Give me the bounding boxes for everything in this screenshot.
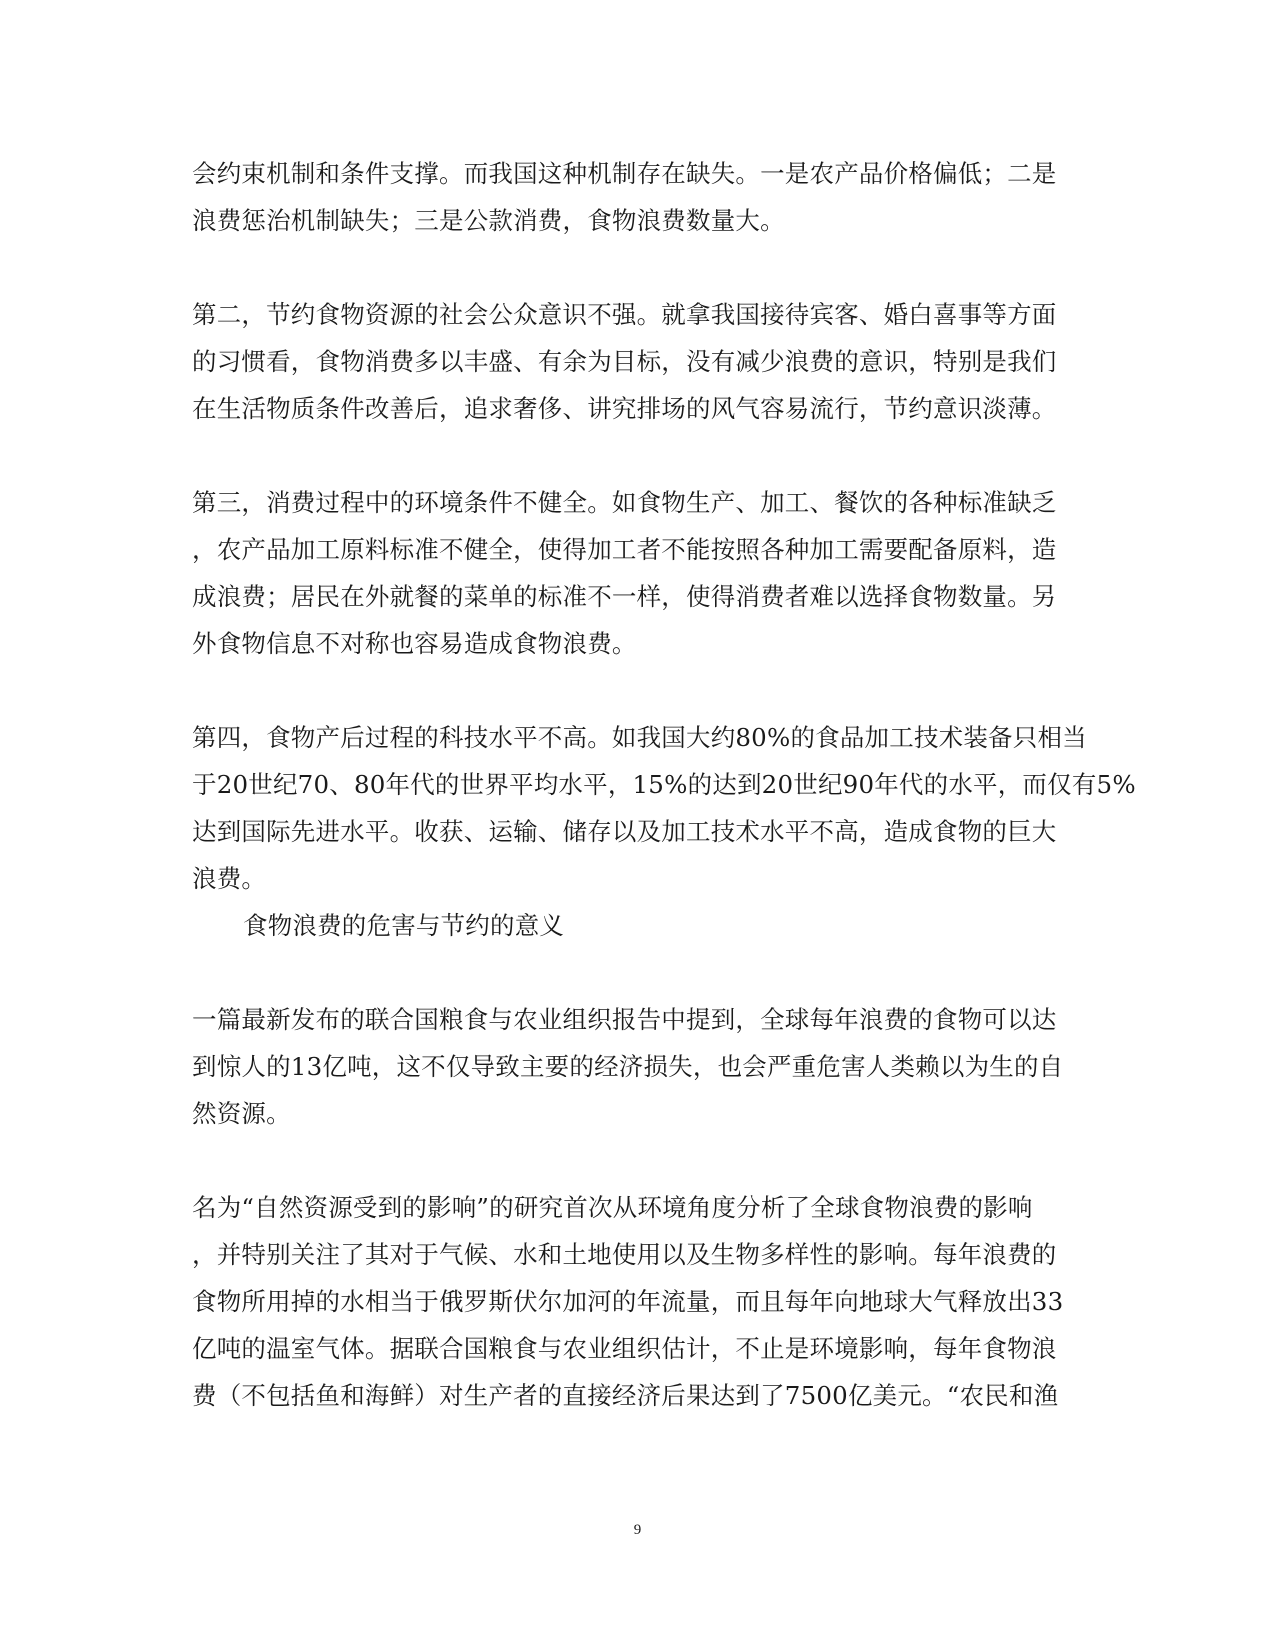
paragraph-3-line-2: ，农产品加工原料标准不健全，使得加工者不能按照各种加工需要配备原料，造 xyxy=(192,535,1057,564)
paragraph-3-line-3: 成浪费；居民在外就餐的菜单的标准不一样，使得消费者难以选择食物数量。另 xyxy=(192,582,1057,611)
paragraph-4-line-1: 第四，食物产后过程的科技水平不高。如我国大约80%的食品加工技术装备只相当 xyxy=(192,723,1087,752)
paragraph-2-line-3: 在生活物质条件改善后，追求奢侈、讲究排场的风气容易流行，节约意识淡薄。 xyxy=(192,394,1057,423)
paragraph-2-line-2: 的习惯看，食物消费多以丰盛、有余为目标，没有减少浪费的意识，特别是我们 xyxy=(192,347,1057,376)
paragraph-5-line-2: 到惊人的13亿吨，这不仅导致主要的经济损失，也会严重危害人类赖以为生的自 xyxy=(192,1052,1064,1081)
section-heading: 食物浪费的危害与节约的意义 xyxy=(243,911,565,940)
paragraph-6-line-1: 名为“自然资源受到的影响”的研究首次从环境角度分析了全球食物浪费的影响 xyxy=(192,1193,1033,1222)
paragraph-4-line-3: 达到国际先进水平。收获、运输、储存以及加工技术水平不高，造成食物的巨大 xyxy=(192,817,1057,846)
paragraph-5-line-1: 一篇最新发布的联合国粮食与农业组织报告中提到，全球每年浪费的食物可以达 xyxy=(192,1005,1057,1034)
paragraph-4-line-2: 于20世纪70、80年代的世界平均水平，15%的达到20世纪90年代的水平，而仅有5% xyxy=(192,770,1136,799)
paragraph-1-line-1: 会约束机制和条件支撑。而我国这种机制存在缺失。一是农产品价格偏低；二是 xyxy=(192,159,1057,188)
page-number: 9 xyxy=(633,1522,642,1538)
paragraph-5-line-3: 然资源。 xyxy=(192,1099,291,1128)
paragraph-6-line-5: 费（不包括鱼和海鲜）对生产者的直接经济后果达到了7500亿美元。“农民和渔 xyxy=(192,1381,1059,1410)
paragraph-1-line-2: 浪费惩治机制缺失；三是公款消费，食物浪费数量大。 xyxy=(192,206,785,235)
paragraph-6-line-4: 亿吨的温室气体。据联合国粮食与农业组织估计，不止是环境影响，每年食物浪 xyxy=(192,1334,1057,1363)
paragraph-2-line-1: 第二，节约食物资源的社会公众意识不强。就拿我国接待宾客、婚白喜事等方面 xyxy=(192,300,1057,329)
paragraph-6-line-2: ，并特别关注了其对于气候、水和土地使用以及生物多样性的影响。每年浪费的 xyxy=(192,1240,1057,1269)
paragraph-3-line-4: 外食物信息不对称也容易造成食物浪费。 xyxy=(192,629,637,658)
paragraph-3-line-1: 第三，消费过程中的环境条件不健全。如食物生产、加工、餐饮的各种标准缺乏 xyxy=(192,488,1057,517)
paragraph-4-line-4: 浪费。 xyxy=(192,864,267,893)
paragraph-6-line-3: 食物所用掉的水相当于俄罗斯伏尔加河的年流量，而且每年向地球大气释放出33 xyxy=(192,1287,1064,1316)
